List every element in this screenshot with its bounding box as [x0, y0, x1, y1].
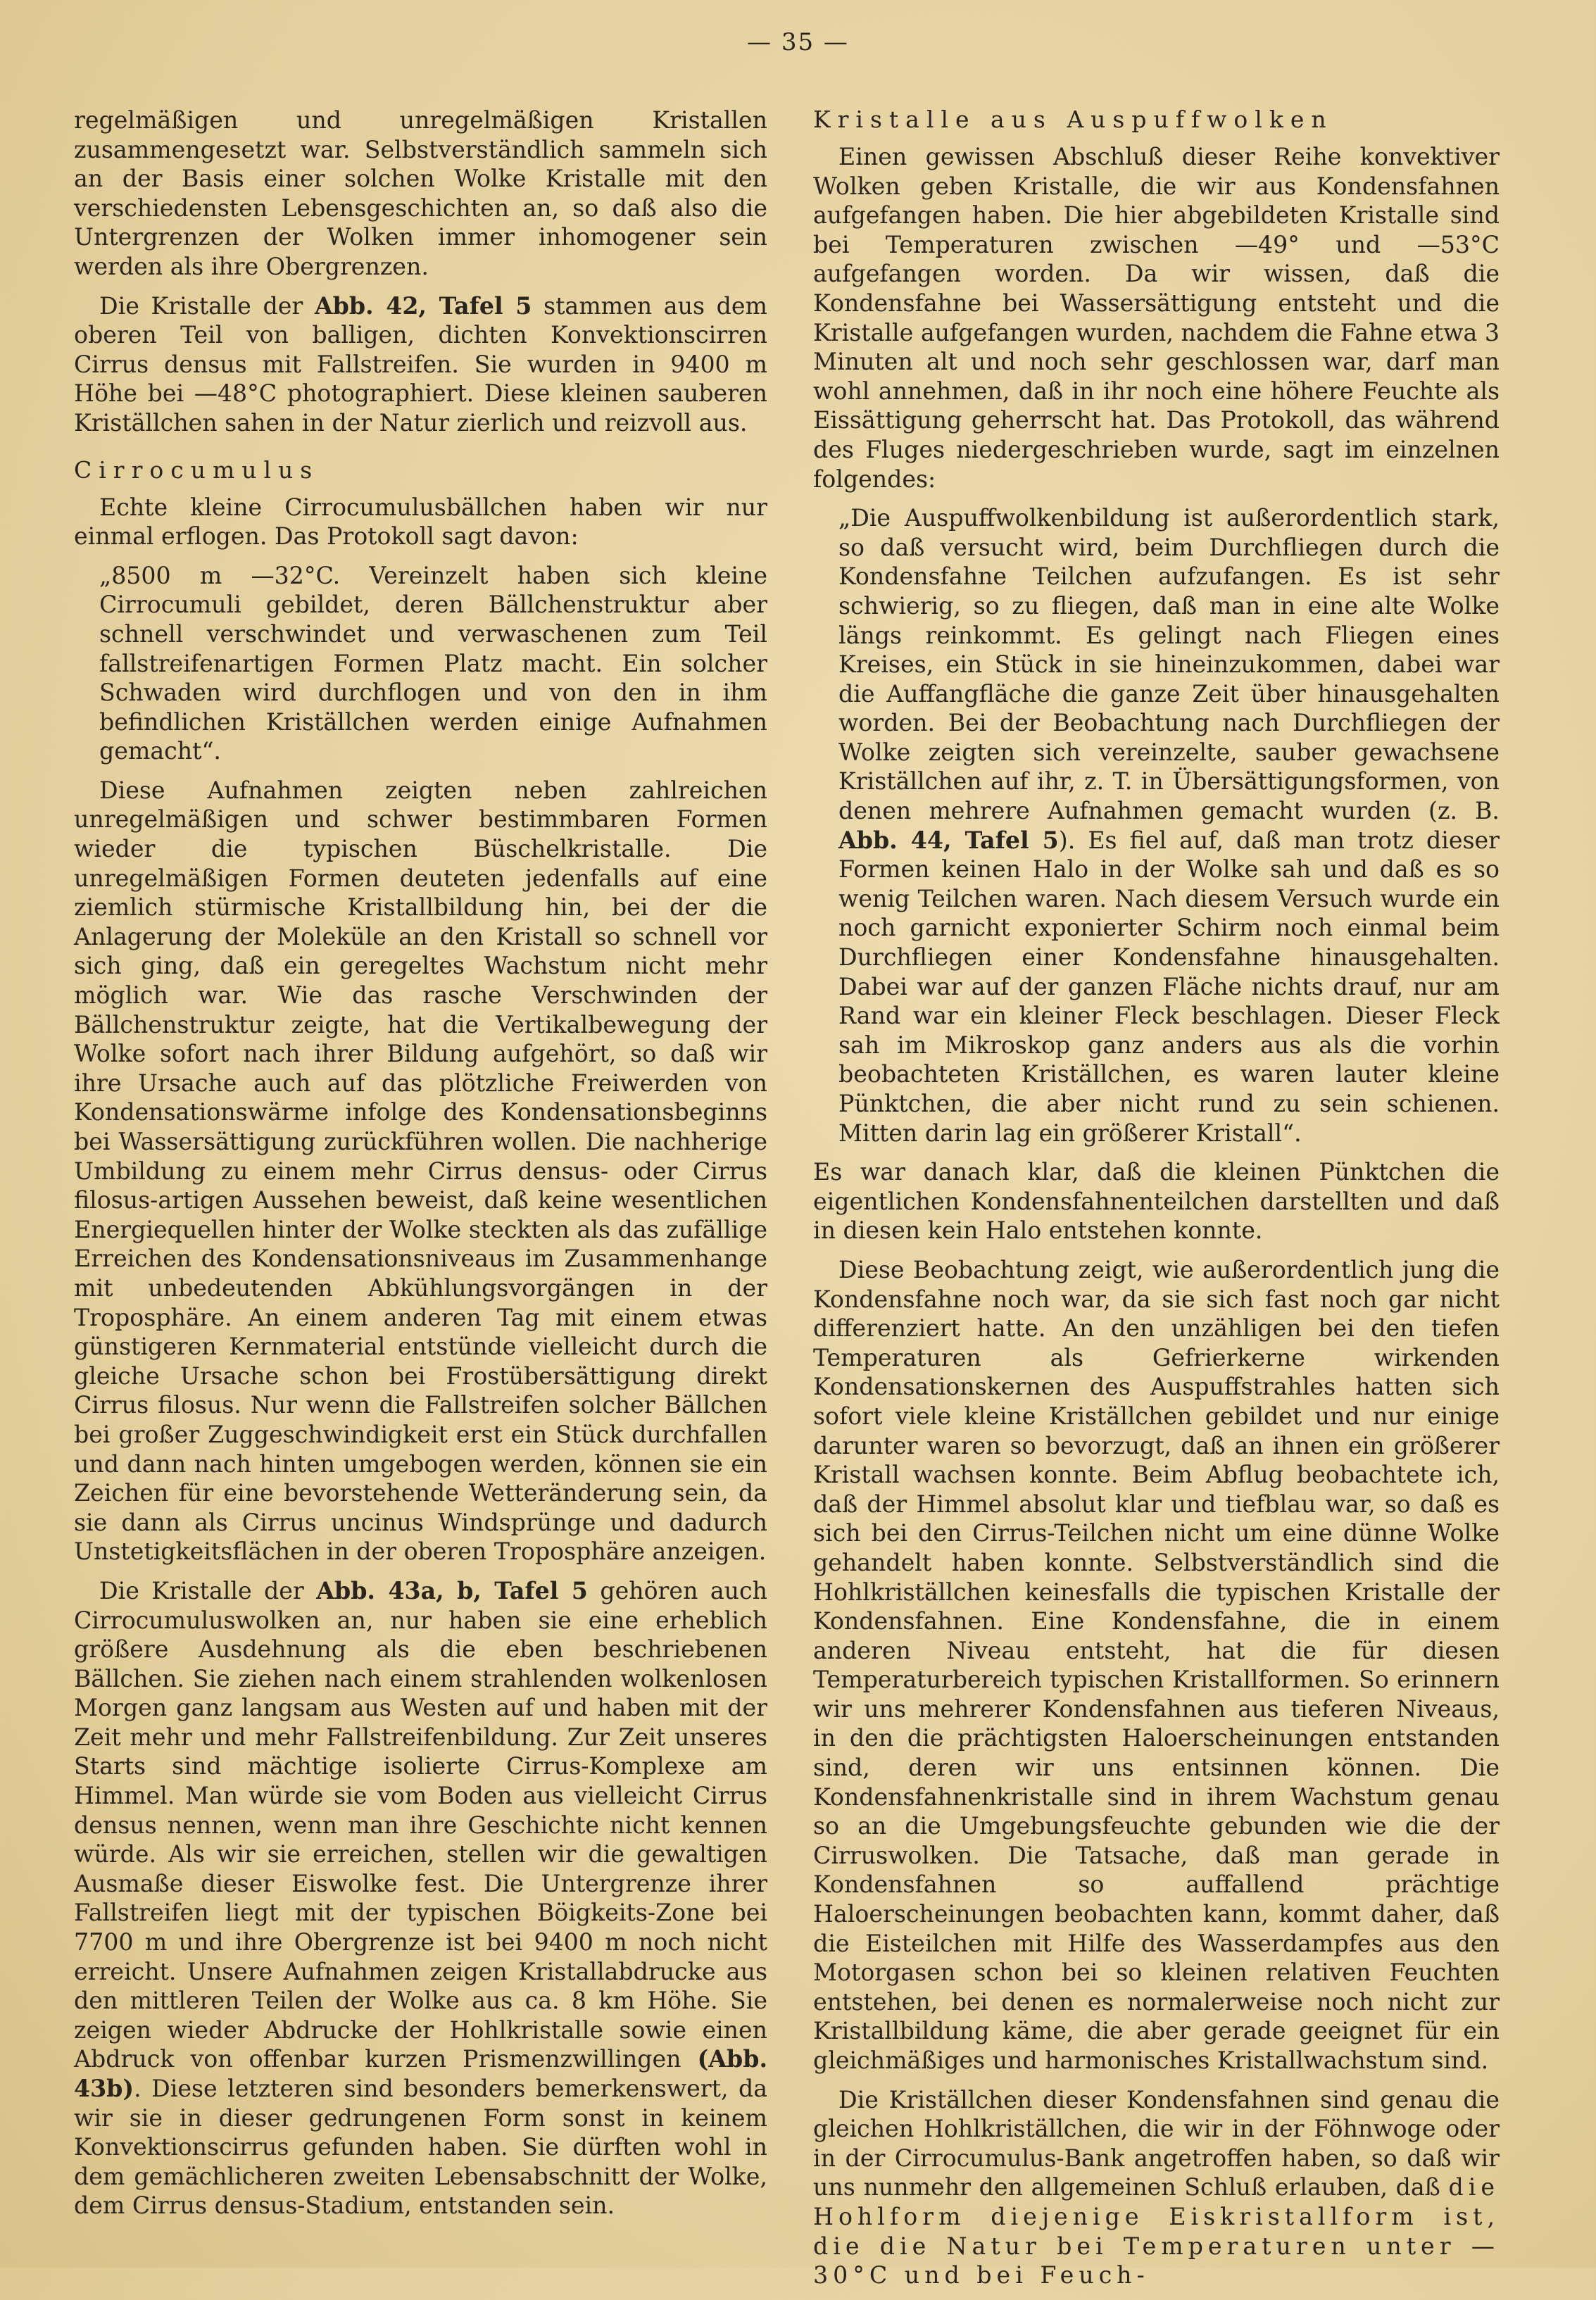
paragraph	[813, 2085, 1500, 2290]
text: Die Kristalle der	[99, 291, 315, 320]
text: Die Kriställchen dieser Kondensfahnen sind genau die gleichen Hohlkriställchen, die wir in der Föhnwoge oder in der Cirrocumulus-Bank angetroffen haben, so daß wir uns nunmehr den allgemeinen Schluß erlauben, daß	[813, 2085, 1500, 2201]
page-number: — 35 —	[747, 28, 849, 56]
figure-reference: Abb. 43a, b, Tafel 5	[316, 1576, 588, 1604]
paragraph: Echte kleine Cirrocumulusbällchen haben wir nur einmal erflogen. Das Protokoll sagt davon:	[74, 493, 767, 551]
text: . Diese letzteren sind besonders bemerkenswert, da wir sie in dieser gedrungenen Form sonst in keinem Konvektionscirrus gefunden haben. Sie dürften wohl in dem gemächlicheren zweiten Lebensabschnitt der Wolke, dem Cirrus densus-Stadium, entstanden sein.	[74, 2075, 767, 2220]
text: „Die Auspuffwolkenbildung ist außerordentlich stark, so daß versucht wird, beim Durchfliegen durch die Kondensfahne Teilchen aufzufangen. Es ist sehr schwierig, so zu fliegen, daß man in eine alte Wolke längs reinkommt. Es gelingt nach Fliegen eines Kreises, ein Stück in sie hineinzukommen, dabei war die Auffangfläche die ganze Zeit über hinausgehalten worden. Bei der Beobachtung nach Durchfliegen der Wolke zeigten sich vereinzelte, sauber gewachsene Kriställchen auf ihr, z. T. in Übersättigungsformen, von denen mehrere Aufnahmen gemacht wurden (z. B.	[838, 504, 1500, 825]
figure-reference: Abb. 42, Tafel 5	[314, 291, 532, 320]
paragraph: Es war danach klar, daß die kleinen Pünktchen die eigentlichen Kondensfahnenteilchen darstellten und daß in diesen kein Halo entstehen konnte.	[813, 1158, 1500, 1245]
protocol-quote	[838, 503, 1500, 1148]
emphasized-text: die Hohlform diejenige Eiskristallform ist, die die Natur bei Temperaturen unter —30°C und bei Feuch-	[813, 2173, 1500, 2289]
paragraph	[74, 291, 767, 438]
section-heading: Kristalle aus Auspuffwolken	[813, 106, 1333, 133]
figure-reference: Abb. 44, Tafel 5	[838, 826, 1059, 854]
right-column	[813, 106, 1500, 2300]
text: ). Es fiel auf, daß man trotz dieser Formen keinen Halo in der Wolke sah und daß es so wenig Teilchen waren. Nach diesem Versuch wurde ein noch garnicht exponierter Schirm noch einmal beim Durchfliegen einer Kondensfahne hinausgehalten. Dabei war auf der ganzen Fläche nichts drauf, nur am Rand war ein kleiner Fleck beschlagen. Dieser Fleck sah im Mikroskop ganz anders aus als die vorhin beobachteten Kriställchen, es waren lauter kleine Pünktchen, die aber nicht rund zu sein schienen. Mitten darin lag ein größerer Kristall“.	[838, 826, 1500, 1147]
paragraph: Diese Beobachtung zeigt, wie außerordentlich jung die Kondensfahne noch war, da sie sich fast noch gar nicht differenziert hatte. An den unzähligen bei den tiefen Temperaturen als Gefrierkerne wirkenden Kondensationskernen des Auspuffstrahles hatten sich sofort viele kleine Kriställchen gebildet und nur einige darunter waren so bevorzugt, daß an ihnen ein größerer Kristall wachsen konnte. Beim Abflug beobachtete ich, daß der Himmel absolut klar und tiefblau war, so daß es sich bei den Cirrus-Teilchen nicht um eine dünne Wolke gehandelt haben konnte. Selbstverständlich sind die Hohlkriställchen keinesfalls die typischen Kristalle der Kondensfahnen. Eine Kondensfahne, die in einem anderen Niveau entsteht, hat die für diesen Temperaturbereich typischen Kristallformen. So erinnern wir uns mehrerer Kondensfahnen aus tieferen Niveaus, in den die prächtigsten Haloerscheinungen entstanden sind, deren wir uns entsinnen können. Die Kondensfahnenkristalle sind in ihrem Wachstum genau so an die Umgebungsfeuchte gebunden wie die der Cirruswolken. Die Tatsache, daß man gerade in Kondensfahnen so auffallend prächtige Haloerscheinungen beobachten kann, kommt daher, daß die Eisteilchen mit Hilfe des Wasserdampfes aus den Motorgasen schon bei so kleinen relativen Feuchten entstehen, bei denen es normalerweise noch nicht zur Kristallbildung käme, die aber gerade geeignet für ein gleichmäßiges und harmonisches Kristallwachstum sind.	[813, 1255, 1500, 2074]
protocol-quote: „8500 m —32°C. Vereinzelt haben sich kleine Cirrocumuli gebildet, deren Bällchenstruktur aber schnell verschwindet und verwaschenen zum Teil fallstreifenartigen Formen Platz macht. Ein solcher Schwaden wird durchflogen und von den in ihm befindlichen Kriställchen werden einige Aufnahmen gemacht“.	[99, 561, 767, 765]
text: gehören auch Cirrocumuluswolken an, nur haben sie eine erheblich größere Ausdehnung als die eben beschriebenen Bällchen. Sie ziehen nach einem strahlenden wolkenlosen Morgen ganz langsam aus Westen auf und haben mit der Zeit mehr und mehr Fallstreifenbildung. Zur Zeit unseres Starts sind mächtige isolierte Cirrus-Komplexe am Himmel. Man würde sie vom Boden aus vielleicht Cirrus densus nennen, wenn man ihre Geschichte nicht kennen würde. Als wir sie erreichen, stellen wir die gewaltigen Ausmaße dieser Eiswolke fest. Die Untergrenze ihrer Fallstreifen liegt mit der typischen Böigkeits-Zone bei 7700 m und ihre Obergrenze ist bei 9400 m noch nicht erreicht. Unsere Aufnahmen zeigen Kristallabdrucke aus den mittleren Teilen der Wolke aus ca. 8 km Höhe. Sie zeigen wieder Abdrucke der Hohlkristalle sowie einen Abdruck von offenbar kurzen Prismenzwillingen	[74, 1576, 768, 2073]
paragraph: Einen gewissen Abschluß dieser Reihe konvektiver Wolken geben Kristalle, die wir aus Kondensfahnen aufgefangen haben. Die hier abgebildeten Kristalle sind bei Temperaturen zwischen —49° und —53°C aufgefangen worden. Da wir wissen, daß die Kondensfahne bei Wassersättigung entsteht und die Kristalle aufgefangen wurden, nachdem die Fahne etwa 3 Minuten alt und noch sehr geschlossen war, darf man wohl annehmen, daß in ihr noch eine höhere Feuchte als Eissättigung geherrscht hat. Das Protokoll, das während des Fluges niedergeschrieben wurde, sagt im einzelnen folgendes:	[813, 143, 1500, 493]
paragraph	[74, 1576, 767, 2220]
left-column	[74, 106, 767, 2230]
paragraph: Diese Aufnahmen zeigten neben zahlreichen unregelmäßigen und schwer bestimmbaren Formen wieder die typischen Büschelkristalle. Die unregelmäßigen Formen deuteten jedenfalls auf eine ziemlich stürmische Kristallbildung hin, bei der die Anlagerung der Moleküle an den Kristall so schnell vor sich ging, daß ein geregeltes Wachstum nicht mehr möglich war. Wie das rasche Verschwinden der Bällchenstruktur zeigte, hat die Vertikalbewegung der Wolke sofort nach ihrer Bildung aufgehört, so daß wir ihre Ursache auch auf das plötzliche Freiwerden von Kondensationswärme infolge des Kondensationsbeginns bei Wassersättigung zurückführen wollen. Die nachherige Umbildung zu einem mehr Cirrus densus- oder Cirrus filosus-artigen Aussehen beweist, daß keine wesentlichen Energiequellen hinter der Wolke steckten als das zufällige Erreichen des Kondensationsniveaus im Zusammenhange mit unbedeutenden Abkühlungsvorgängen in der Troposphäre. An einem anderen Tag mit einem etwas günstigeren Kernmaterial entstünde vielleicht durch die gleiche Ursache schon bei Frostübersättigung direkt Cirrus filosus. Nur wenn die Fallstreifen solcher Bällchen bei großer Zuggeschwindigkeit erst ein Stück durchfallen und dann nach hinten umgebogen werden, können sie ein Zeichen für eine bevorstehende Wetteränderung sein, da sie dann als Cirrus uncinus Windsprünge und dadurch Unstetigkeitsflächen in der oberen Troposphäre anzeigen.	[74, 776, 767, 1566]
section-heading: Cirrocumulus	[74, 455, 320, 484]
text: Die Kristalle der	[99, 1576, 317, 1604]
paragraph: regelmäßigen und unregelmäßigen Kristallen zusammengesetzt war. Selbstverständlich sammeln sich an der Basis einer solchen Wolke Kristalle mit den verschiedensten Lebensgeschichten an, so daß also die Untergrenzen der Wolken immer inhomogener sein werden als ihre Obergrenzen.	[74, 106, 767, 280]
figure-reference: (Abb. 43b)	[74, 2045, 767, 2102]
text: stammen aus dem oberen Teil von balligen, dichten Konvektionscirren Cirrus densus mit Fallstreifen. Sie wurden in 9400 m Höhe bei —48°C photographiert. Diese kleinen sauberen Kriställchen sahen in der Natur zierlich und reizvoll aus.	[74, 291, 767, 436]
